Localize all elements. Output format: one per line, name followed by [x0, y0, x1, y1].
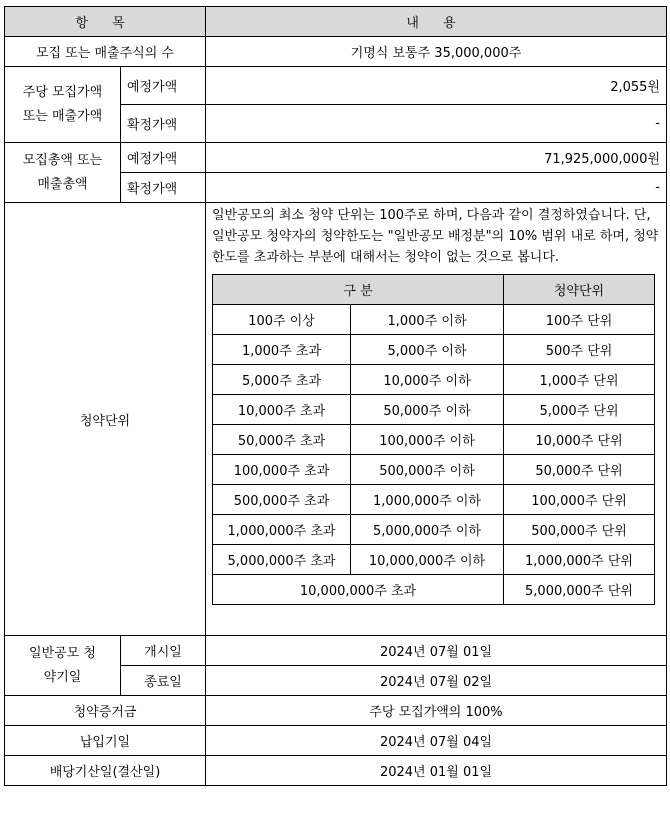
- deposit-value: 주당 모집가액의 100%: [206, 696, 667, 726]
- subscription-end-label: 종료일: [121, 666, 206, 696]
- share-count-value: 기명식 보통주 35,000,000주: [206, 37, 667, 67]
- payment-date-label: 납입기일: [5, 726, 206, 756]
- unit-value: 100,000주 단위: [504, 485, 655, 515]
- unit-range-from: 10,000주 초과: [213, 395, 351, 425]
- unit-value: 100주 단위: [504, 305, 655, 335]
- subscription-unit-row: [5, 203, 667, 636]
- payment-date-value: 2024년 07월 04일: [206, 726, 667, 756]
- unit-table-col-group: 구 분: [213, 275, 504, 305]
- price-confirmed-value: -: [206, 105, 667, 143]
- unit-range-to: 10,000주 이하: [351, 365, 504, 395]
- total-amount-label: 모집총액 또는 매출총액: [5, 143, 121, 203]
- unit-range-from: 100주 이상: [213, 305, 351, 335]
- unit-range-from: 1,000주 초과: [213, 335, 351, 365]
- unit-range-from: 5,000,000주 초과: [213, 545, 351, 575]
- price-expected-row: [5, 67, 667, 105]
- subscription-period-label: 일반공모 청약기일: [5, 636, 121, 696]
- total-expected-row: [5, 143, 667, 173]
- price-confirmed-label: 확정가액: [121, 105, 206, 143]
- table-row: [213, 335, 655, 365]
- table-row: [213, 515, 655, 545]
- unit-range-to: 1,000주 이하: [351, 305, 504, 335]
- deposit-label: 청약증거금: [5, 696, 206, 726]
- subscription-unit-label: 청약단위: [5, 203, 206, 636]
- table-row: [213, 455, 655, 485]
- price-per-share-label: 주당 모집가액 또는 매출가액: [5, 67, 121, 143]
- share-count-label: 모집 또는 매출주식의 수: [5, 37, 206, 67]
- total-expected-label: 예정가액: [121, 143, 206, 173]
- unit-range-to: 50,000주 이하: [351, 395, 504, 425]
- dividend-base-row: [5, 756, 667, 786]
- table-row: [213, 395, 655, 425]
- unit-range-from: 1,000,000주 초과: [213, 515, 351, 545]
- subscription-start-row: [5, 636, 667, 666]
- offering-terms: [4, 6, 666, 786]
- unit-range-to: 1,000,000주 이하: [351, 485, 504, 515]
- unit-range-to: 5,000주 이하: [351, 335, 504, 365]
- payment-date-row: [5, 726, 667, 756]
- unit-range-to: 100,000주 이하: [351, 425, 504, 455]
- subscription-end-value: 2024년 07월 02일: [206, 666, 667, 696]
- price-expected-label: 예정가액: [121, 67, 206, 105]
- unit-range-from: 5,000주 초과: [213, 365, 351, 395]
- deposit-row: [5, 696, 667, 726]
- subscription-start-value: 2024년 07월 01일: [206, 636, 667, 666]
- table-row: [213, 305, 655, 335]
- unit-value: 5,000주 단위: [504, 395, 655, 425]
- offering-table: [4, 6, 667, 786]
- header-content: 내 용: [206, 7, 667, 37]
- subscription-start-label: 개시일: [121, 636, 206, 666]
- unit-table-col-unit: 청약단위: [504, 275, 655, 305]
- dividend-base-value: 2024년 01월 01일: [206, 756, 667, 786]
- unit-range-to: 5,000,000주 이하: [351, 515, 504, 545]
- unit-range-to: 500,000주 이하: [351, 455, 504, 485]
- table-row: [213, 425, 655, 455]
- table-row: [213, 365, 655, 395]
- table-row: [213, 485, 655, 515]
- unit-range-from: 100,000주 초과: [213, 455, 351, 485]
- unit-value: 500,000주 단위: [504, 515, 655, 545]
- header-row: [5, 7, 667, 37]
- dividend-base-label: 배당기산일(결산일): [5, 756, 206, 786]
- unit-value: 50,000주 단위: [504, 455, 655, 485]
- unit-table-header: [213, 275, 655, 305]
- unit-value: 500주 단위: [504, 335, 655, 365]
- header-item: 항 목: [5, 7, 206, 37]
- total-confirmed-label: 확정가액: [121, 173, 206, 203]
- unit-value: 1,000주 단위: [504, 365, 655, 395]
- unit-range-from: 500,000주 초과: [213, 485, 351, 515]
- table-row-last: [213, 575, 655, 605]
- table-row: [213, 545, 655, 575]
- unit-range-to: 10,000,000주 이하: [351, 545, 504, 575]
- total-expected-value: 71,925,000,000원: [206, 143, 667, 173]
- unit-value: 1,000,000주 단위: [504, 545, 655, 575]
- share-count-row: [5, 37, 667, 67]
- unit-range-last: 10,000,000주 초과: [213, 575, 504, 605]
- unit-value: 10,000주 단위: [504, 425, 655, 455]
- subscription-unit-description: 일반공모의 최소 청약 단위는 100주로 하며, 다음과 같이 결정하였습니다. 단, 일반공모 청약자의 청약한도는 "일반공모 배정분"의 10% 범위 내로 하며, 청약한도를 초과하는 부분에 대해서는 청약이 없는 것으로 봅니다.: [212, 208, 659, 265]
- total-confirmed-value: -: [206, 173, 667, 203]
- unit-value-last: 5,000,000주 단위: [504, 575, 655, 605]
- subscription-unit-table: [212, 274, 655, 605]
- price-expected-value: 2,055원: [206, 67, 667, 105]
- unit-range-from: 50,000주 초과: [213, 425, 351, 455]
